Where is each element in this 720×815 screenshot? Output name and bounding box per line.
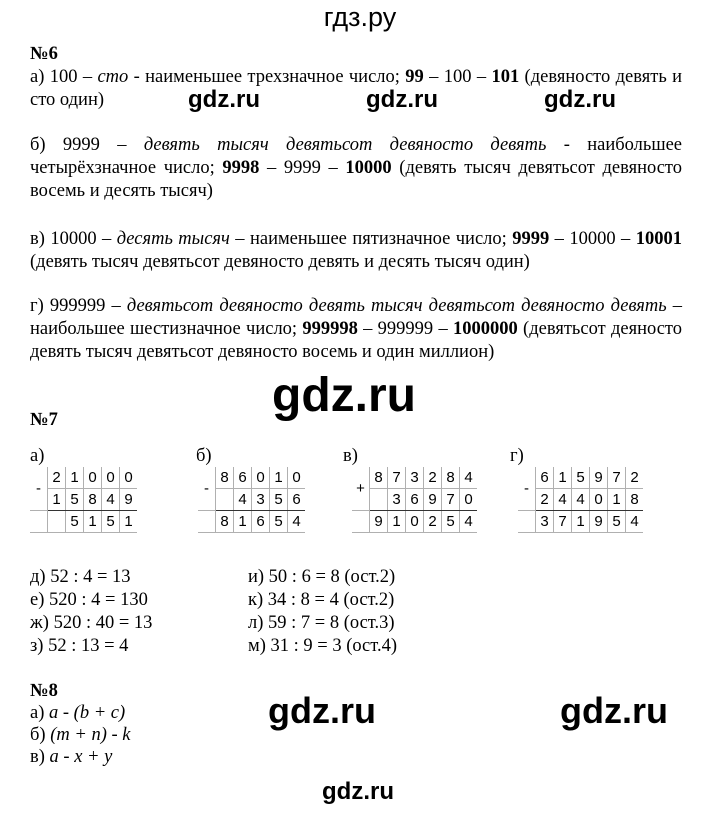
digit-cell: 6 <box>234 467 252 489</box>
ex6-item-v: в) 10000 – десять тысяч – наименьшее пятизначное число; 9999 – 10000 – 10001 (девять тысяч девятьсот девяносто девять и десять тысяч один) <box>30 229 682 272</box>
digit-cell: 5 <box>572 467 590 489</box>
watermark: gdz.ru <box>544 86 616 113</box>
digit-cell: 4 <box>460 511 478 533</box>
ex7-division-remainder: и) 50 : 6 = 8 (ост.2) <box>248 567 396 587</box>
column-arithmetic-1 <box>198 467 305 533</box>
ex7-division: е) 520 : 4 = 130 <box>30 590 148 610</box>
digit-cell <box>216 489 234 511</box>
digit-cell: 3 <box>252 489 270 511</box>
digit-cell: 5 <box>66 511 84 533</box>
digit-cell: 6 <box>288 489 306 511</box>
digit-cell: 1 <box>572 511 590 533</box>
digit-cell: 1 <box>554 467 572 489</box>
ex7-division: ж) 520 : 40 = 13 <box>30 613 153 633</box>
digit-cell: 1 <box>66 467 84 489</box>
watermark: gdz.ru <box>366 86 438 113</box>
digit-cell <box>370 489 388 511</box>
digit-cell: 4 <box>626 511 644 533</box>
digit-cell: 0 <box>84 467 102 489</box>
digit-cell: 4 <box>234 489 252 511</box>
digit-cell: 1 <box>388 511 406 533</box>
watermark: gdz.ru <box>560 690 668 731</box>
digit-cell: 5 <box>442 511 460 533</box>
digit-cell: 9 <box>120 489 138 511</box>
digit-cell: 5 <box>608 511 626 533</box>
watermark: gdz.ru <box>268 690 376 731</box>
ex8-item: а) a - (b + c) <box>30 703 126 723</box>
digit-cell: 4 <box>572 489 590 511</box>
digit-cell: 6 <box>252 511 270 533</box>
digit-cell: 3 <box>388 489 406 511</box>
digit-cell: 9 <box>424 489 442 511</box>
column-arithmetic-2 <box>352 467 477 533</box>
digit-cell: 9 <box>370 511 388 533</box>
digit-cell: 4 <box>102 489 120 511</box>
digit-cell: 5 <box>270 511 288 533</box>
digit-cell: 1 <box>234 511 252 533</box>
digit-cell: 1 <box>270 467 288 489</box>
digit-cell: 0 <box>590 489 608 511</box>
digit-cell: 0 <box>406 511 424 533</box>
ex8-heading: №8 <box>30 681 58 701</box>
empty-cell <box>198 511 216 533</box>
digit-cell: 2 <box>536 489 554 511</box>
digit-cell: 0 <box>288 467 306 489</box>
operation-sign: - <box>30 467 48 511</box>
digit-cell: 5 <box>102 511 120 533</box>
operation-sign: - <box>198 467 216 511</box>
digit-cell: 1 <box>84 511 102 533</box>
ex7-division-remainder: к) 34 : 8 = 4 (ост.2) <box>248 590 395 610</box>
digit-cell: 8 <box>370 467 388 489</box>
digit-cell: 7 <box>442 489 460 511</box>
column-arithmetic-0 <box>30 467 137 533</box>
watermark: gdz.ru <box>188 86 260 113</box>
ex7-label-a: а) <box>30 446 45 466</box>
ex7-heading: №7 <box>30 410 58 430</box>
digit-cell: 8 <box>216 511 234 533</box>
digit-cell: 4 <box>460 467 478 489</box>
digit-cell: 9 <box>590 511 608 533</box>
site-header: гдз.ру <box>323 2 397 32</box>
digit-cell: 7 <box>608 467 626 489</box>
digit-cell: 9 <box>590 467 608 489</box>
empty-cell <box>518 511 536 533</box>
digit-cell: 2 <box>424 511 442 533</box>
ex7-label-v: в) <box>343 446 358 466</box>
digit-cell: 0 <box>102 467 120 489</box>
ex8-item: в) a - x + y <box>30 747 113 767</box>
digit-cell: 0 <box>460 489 478 511</box>
operation-sign: + <box>352 467 370 511</box>
digit-cell <box>48 511 66 533</box>
digit-cell: 8 <box>626 489 644 511</box>
digit-cell: 2 <box>48 467 66 489</box>
watermark: gdz.ru <box>322 778 394 805</box>
digit-cell: 3 <box>406 467 424 489</box>
ex8-item: б) (m + n) - k <box>30 725 131 745</box>
digit-cell: 2 <box>424 467 442 489</box>
digit-cell: 5 <box>66 489 84 511</box>
digit-cell: 0 <box>120 467 138 489</box>
digit-cell: 7 <box>554 511 572 533</box>
ex6-item-a: а) 100 – сто - наименьшее трехзначное число; 99 – 100 – 101 (девяносто девять и сто один) <box>30 67 683 110</box>
operation-sign: - <box>518 467 536 511</box>
digit-cell: 1 <box>608 489 626 511</box>
ex7-division: з) 52 : 13 = 4 <box>30 636 129 656</box>
digit-cell: 1 <box>48 489 66 511</box>
digit-cell: 7 <box>388 467 406 489</box>
column-arithmetic-3 <box>518 467 643 533</box>
digit-cell: 0 <box>252 467 270 489</box>
digit-cell: 8 <box>442 467 460 489</box>
digit-cell: 8 <box>84 489 102 511</box>
digit-cell: 5 <box>270 489 288 511</box>
digit-cell: 3 <box>536 511 554 533</box>
digit-cell: 4 <box>554 489 572 511</box>
ex7-division: д) 52 : 4 = 13 <box>30 567 131 587</box>
digit-cell: 6 <box>536 467 554 489</box>
ex6-heading: №6 <box>30 44 58 64</box>
digit-cell: 8 <box>216 467 234 489</box>
digit-cell: 4 <box>288 511 306 533</box>
ex6-item-b: б) 9999 – девять тысяч девятьсот девяносто девять - наибольшее четырёхзначное число; 9998 – 9999 – 10000 (девять тысяч девятьсот девяносто восемь и десять тысяч) <box>30 135 683 201</box>
empty-cell <box>30 511 48 533</box>
ex7-division-remainder: л) 59 : 7 = 8 (ост.3) <box>248 613 395 633</box>
ex7-label-b: б) <box>196 446 212 466</box>
watermark: gdz.ru <box>272 369 416 422</box>
digit-cell: 1 <box>120 511 138 533</box>
ex7-division-remainder: м) 31 : 9 = 3 (ост.4) <box>248 636 398 656</box>
digit-cell: 2 <box>626 467 644 489</box>
ex7-label-g: г) <box>510 446 524 466</box>
empty-cell <box>352 511 370 533</box>
ex6-item-g: г) 999999 – девятьсот девяносто девять тысяч девятьсот девяносто девять – наибольшее шестизначное число; 999998 – 999999 – 1000000 (девятьсот деяносто девять тысяч девятьсот девяносто восемь и один миллион) <box>30 296 683 362</box>
digit-cell: 6 <box>406 489 424 511</box>
